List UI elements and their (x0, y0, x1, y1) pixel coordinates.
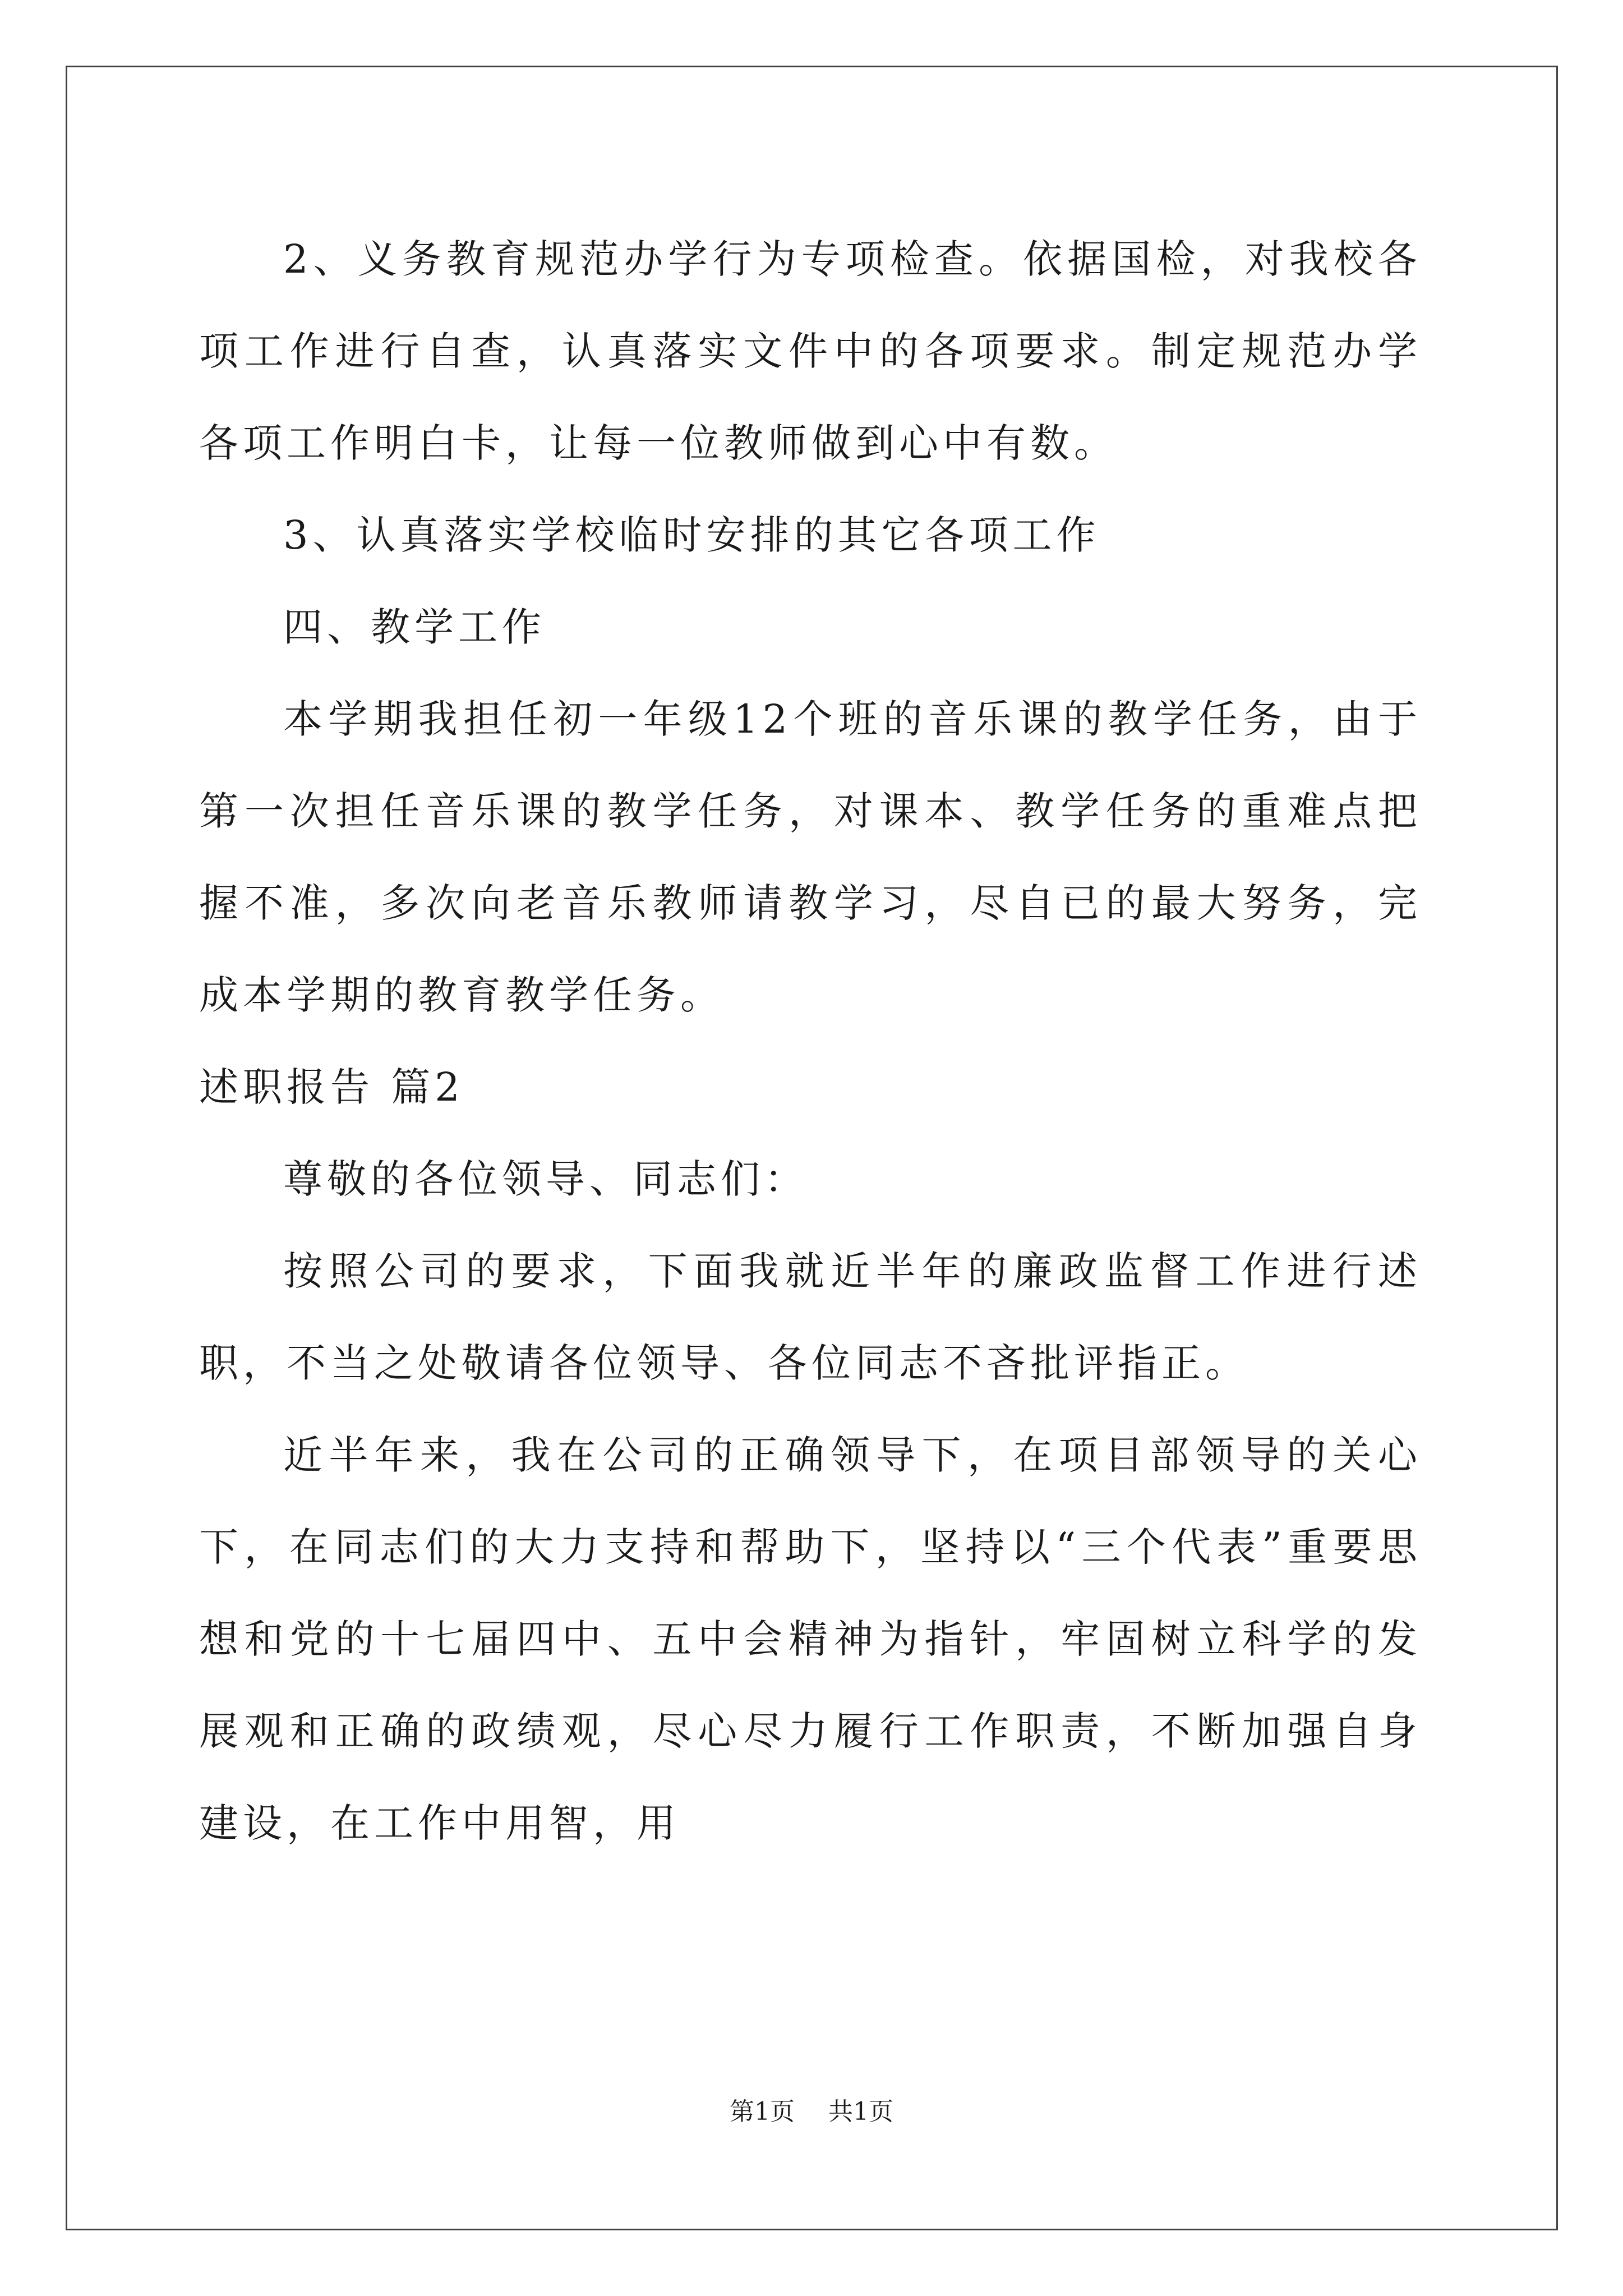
page-footer (0, 2095, 1623, 2129)
salutation: 尊敬的各位领导、同志们： (283, 1156, 808, 1202)
paragraph-school-tasks: 3、认真落实学校临时安排的其它各项工作 (283, 512, 1100, 558)
report-title: 述职报告 篇2 (199, 1064, 464, 1110)
paragraph-inspection: 2、义务教育规范办学行为专项检查。依据国检，对我校各项工作进行自查，认真落实文件中的各项要求。制定规范办学各项工作明白卡，让每一位教师做到心中有数。 (199, 236, 1422, 466)
paragraph-music-teaching: 本学期我担任初一年级12个班的音乐课的教学任务，由于第一次担任音乐课的教学任务，对课本、教学任务的重难点把握不准，多次向老音乐教师请教学习，尽自已的最大努务，完成本学期的教育教学任务。 (199, 696, 1422, 1018)
page-total: 共1页 (828, 2097, 893, 2126)
paragraph-intro: 按照公司的要求，下面我就近半年的廉政监督工作进行述职，不当之处敬请各位领导、各位同志不吝批评指正。 (199, 1248, 1422, 1386)
paragraph-work-summary: 近半年来，我在公司的正确领导下，在项目部领导的关心下，在同志们的大力支持和帮助下，坚持以“三个代表”重要思想和党的十七届四中、五中会精神为指针，牢固树立科学的发展观和正确的政绩观，尽心尽力履行工作职责，不断加强自身建设，在工作中用智，用 (199, 1432, 1422, 1846)
page-number: 第1页 (730, 2097, 795, 2126)
document-body (199, 213, 1422, 1869)
section-heading-teaching: 四、教学工作 (283, 604, 546, 650)
